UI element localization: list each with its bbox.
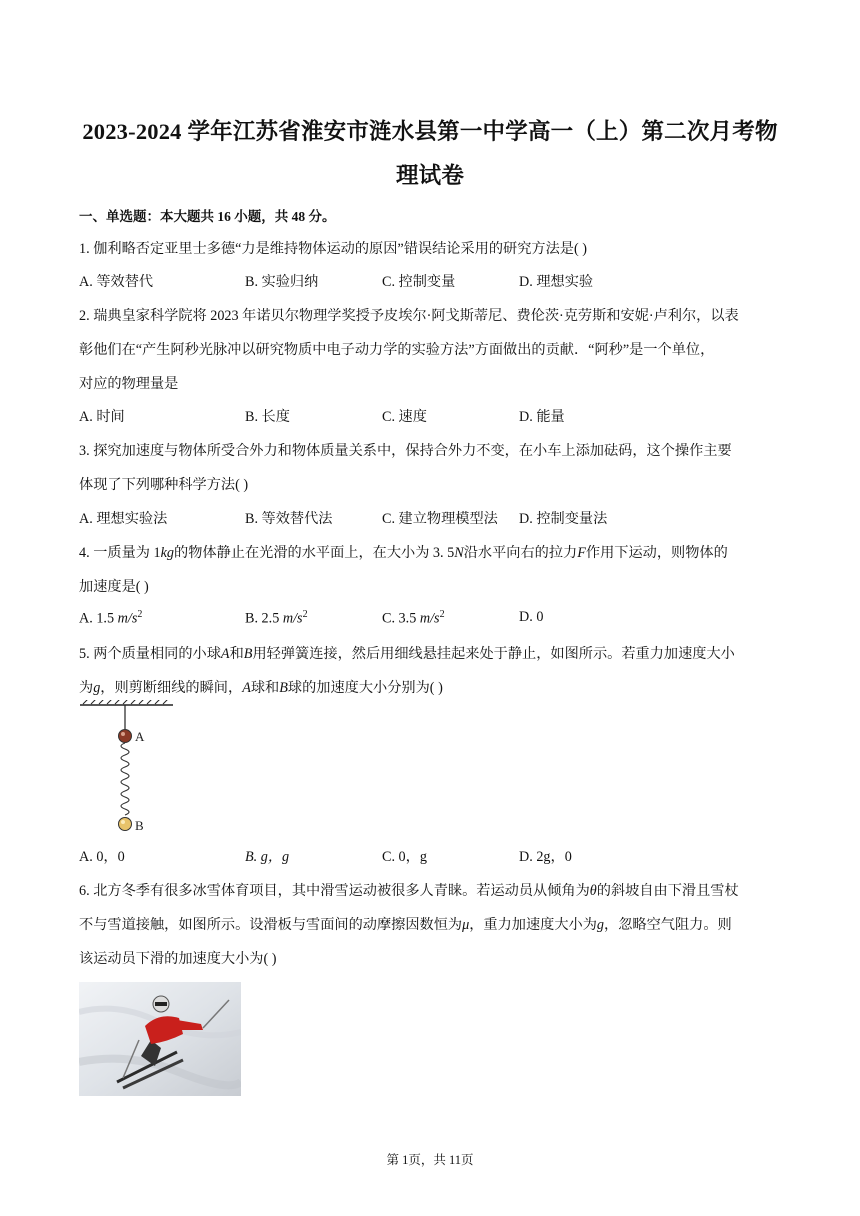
q2-option-d: D. 能量	[519, 409, 565, 425]
q3-option-c: C. 建立物理模型法	[382, 511, 498, 527]
q4-option-d: D. 0	[519, 609, 544, 625]
q3-option-d: D. 控制变量法	[519, 511, 608, 527]
question-4-line2: 加速度是( )	[79, 579, 149, 595]
question-2-line2: 彰他们在“产生阿秒光脉冲以研究物质中电子动力学的实验方法”方面做出的贡献．“阿秒”是一个单位，	[79, 342, 715, 358]
q3-option-a: A. 理想实验法	[79, 511, 168, 527]
q5-option-d: D. 2g，0	[519, 849, 572, 865]
question-3-line1: 3. 探究加速度与物体所受合外力和物体质量关系中，保持合外力不变，在小车上添加砝码，这个操作主要	[79, 443, 732, 459]
q5-option-c: C. 0，g	[382, 849, 427, 865]
q4-option-b: B. 2.5 $m/s^2$	[245, 609, 308, 627]
q3-option-b: B. 等效替代法	[245, 511, 333, 527]
ball-a	[119, 730, 132, 743]
question-6-line2: 不与雪道接触，如图所示。设滑板与雪面间的动摩擦因数恒为μ，重力加速度大小为g，忽略空气阻力。则	[79, 917, 732, 933]
q5-option-a: A. 0，0	[79, 849, 125, 865]
exam-title-line1: 2023-2024 学年江苏省淮安市涟水县第一中学高一（上）第二次月考物	[82, 119, 778, 144]
q2-option-b: B. 长度	[245, 409, 290, 425]
question-3-line2: 体现了下列哪种科学方法( )	[79, 477, 249, 493]
question-6-line3: 该运动员下滑的加速度大小为( )	[79, 951, 277, 967]
question-2-line3: 对应的物理量是	[79, 376, 179, 392]
page-footer: 第 1页，共 11页	[386, 1153, 474, 1167]
ball-b	[119, 818, 132, 831]
question-5-line1: 5. 两个质量相同的小球A和B用轻弹簧连接，然后用细线悬挂起来处于静止，如图所示。若重力加速度大小	[79, 646, 735, 662]
question-6-line1: 6. 北方冬季有很多冰雪体育项目，其中滑雪运动被很多人青睐。若运动员从倾角为θ的斜坡自由下滑且雪杖	[79, 883, 739, 899]
label-b: B	[135, 818, 144, 833]
spring-coil	[121, 743, 129, 815]
question-5-line2: 为g，则剪断细线的瞬间，A球和B球的加速度大小分别为( )	[79, 680, 443, 696]
question-1-text: 1. 伽利略否定亚里士多德“力是维持物体运动的原因”错误结论采用的研究方法是( )	[79, 241, 587, 257]
q1-option-a: A. 等效替代	[79, 274, 154, 290]
q1-option-d: D. 理想实验	[519, 274, 594, 290]
skier-photo	[79, 982, 241, 1096]
label-a: A	[135, 729, 145, 744]
q1-option-c: C. 控制变量	[382, 274, 456, 290]
ceiling-hatch	[83, 700, 169, 704]
q2-option-a: A. 时间	[79, 409, 125, 425]
q2-option-c: C. 速度	[382, 409, 427, 425]
exam-title-line2: 理试卷	[395, 163, 465, 188]
q1-option-b: B. 实验归纳	[245, 274, 319, 290]
question-2-line1: 2. 瑞典皇家科学院将 2023 年诺贝尔物理学奖授予皮埃尔·阿戈斯蒂尼、费伦茨·克劳斯和安妮·卢利尔，以表	[79, 308, 739, 324]
q5-option-b: B. g，g	[245, 849, 290, 865]
q4-option-c: C. 3.5 $m/s^2$	[382, 609, 445, 627]
q4-option-a: A. 1.5 $m/s^2$	[79, 609, 143, 627]
section-heading: 一、单选题：本大题共 16 小题，共 48 分。	[79, 209, 336, 224]
question-4-line1: 4. 一质量为 1kg的物体静止在光滑的水平面上，在大小为 3. 5N沿水平向右的拉力F作用下运动，则物体的	[79, 545, 728, 561]
spring-balls-figure	[78, 700, 188, 840]
